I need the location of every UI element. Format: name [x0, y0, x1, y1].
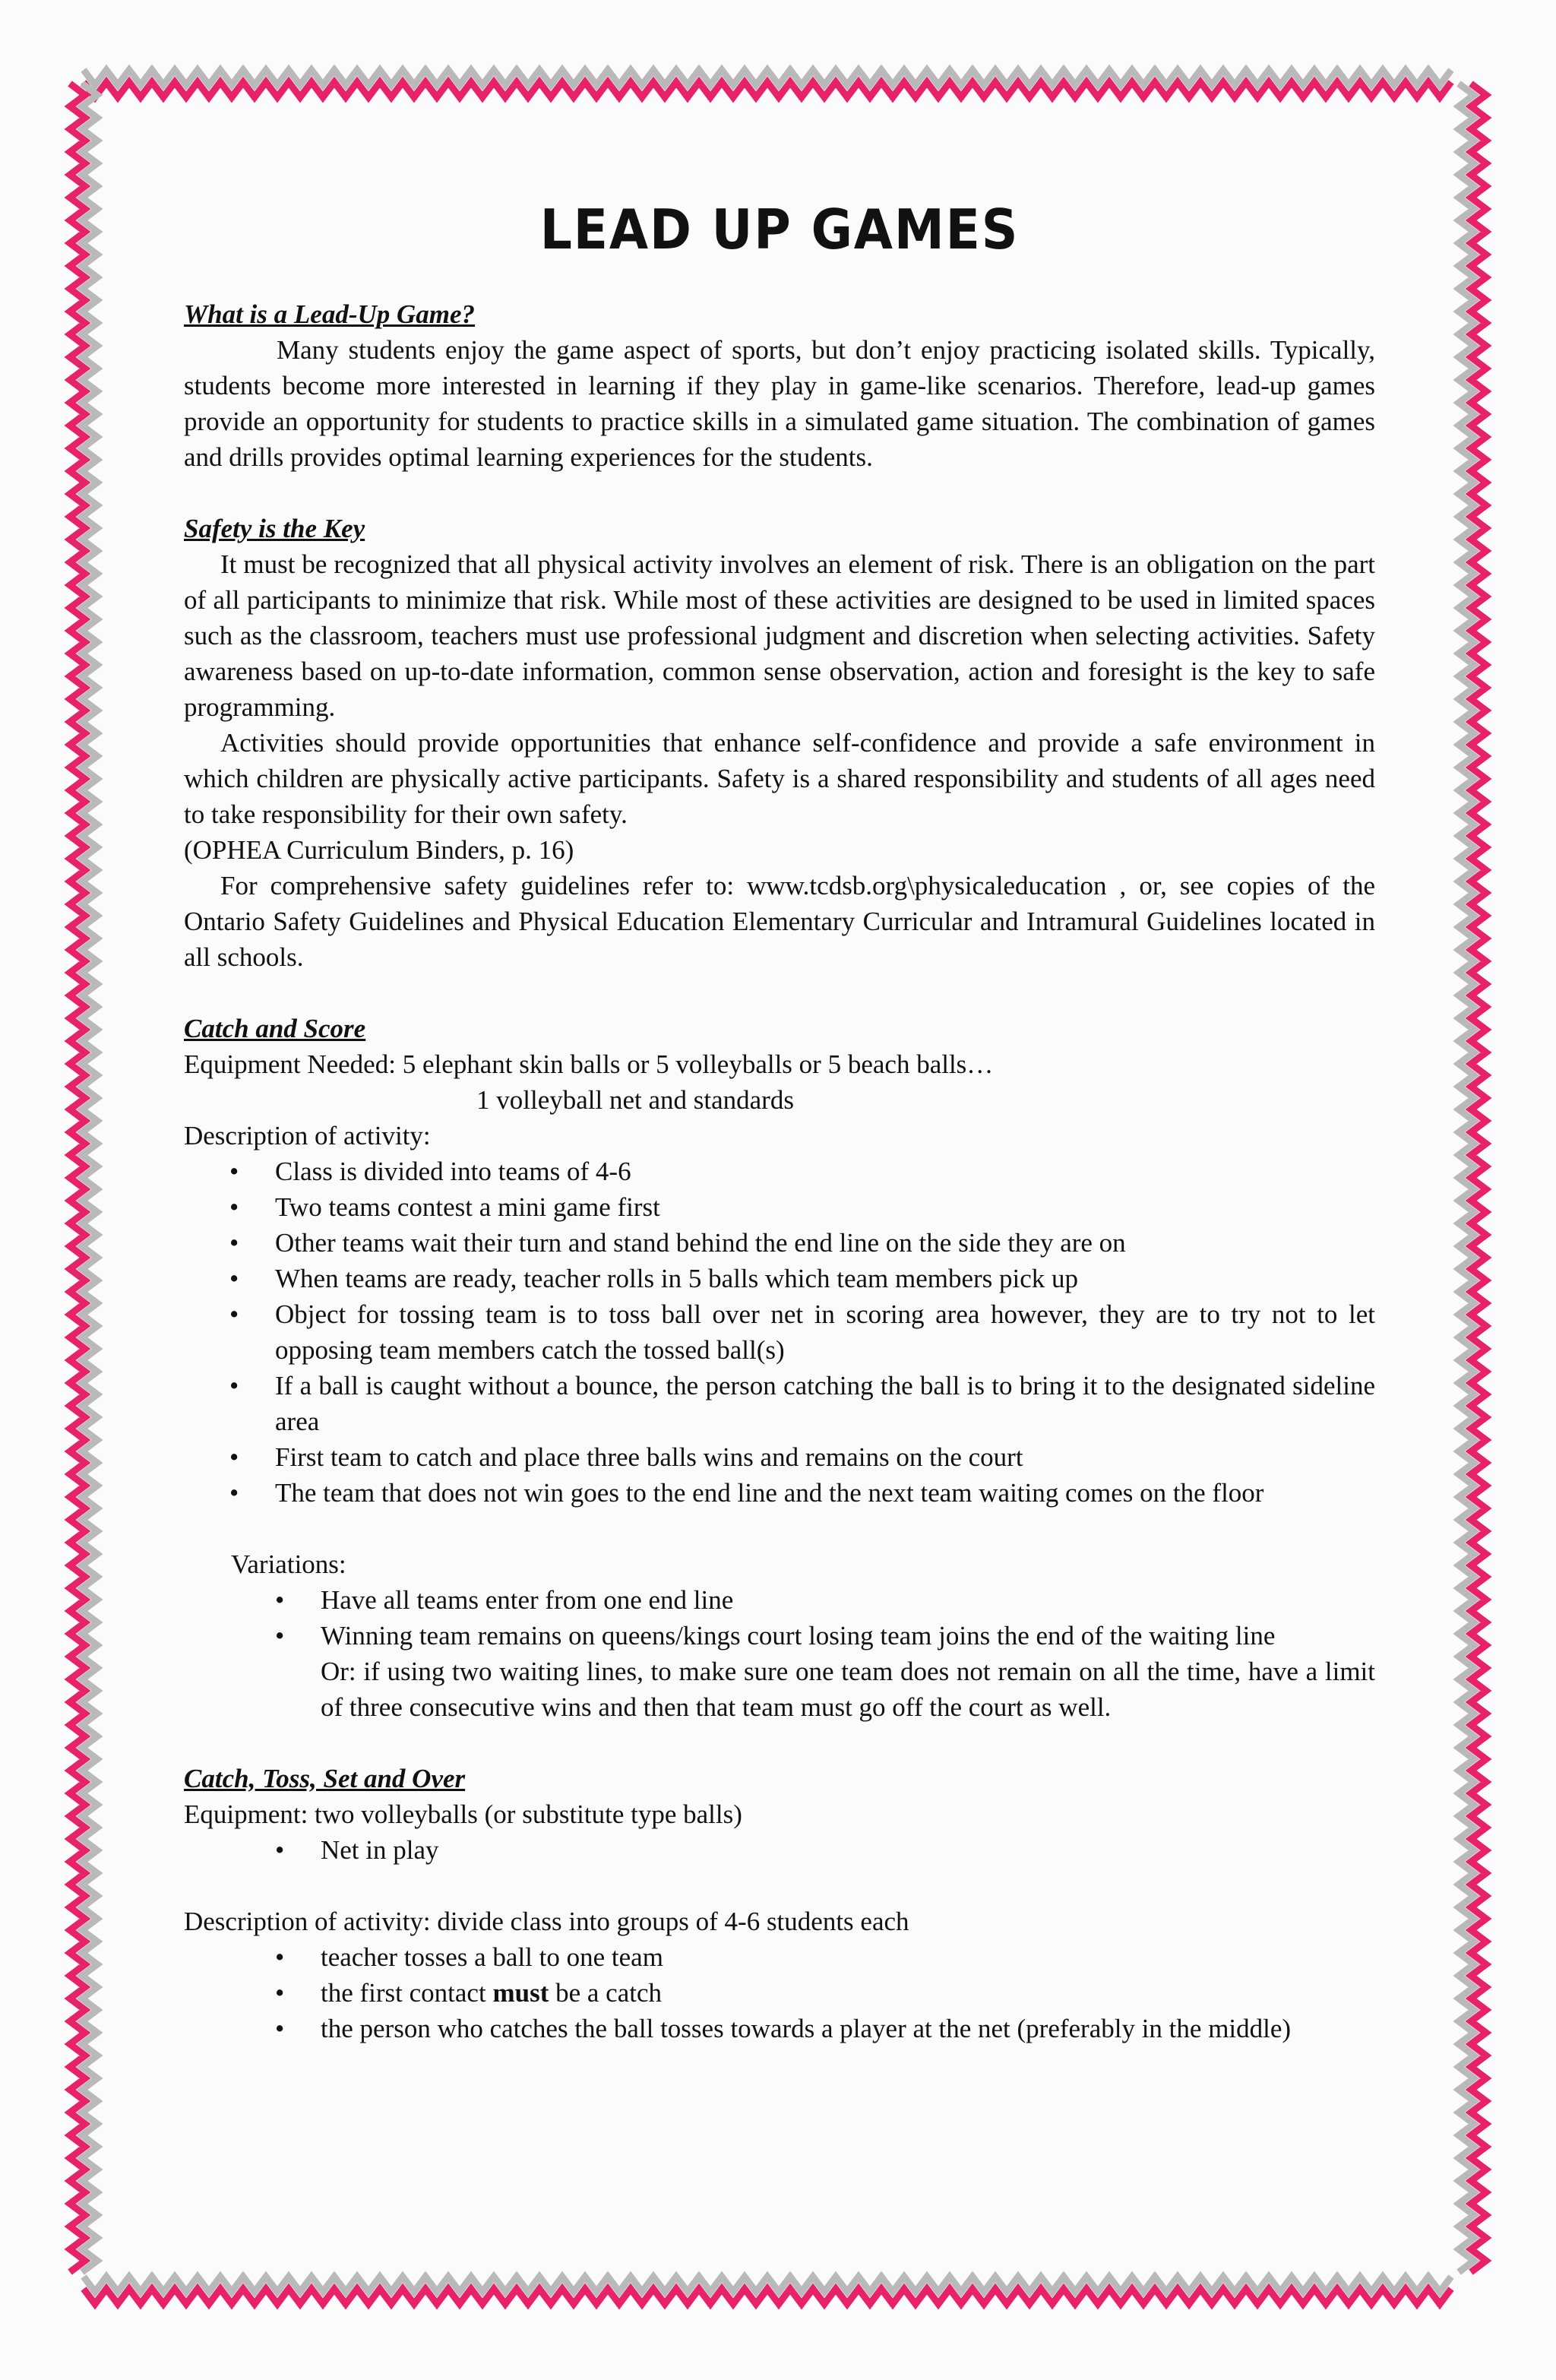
- section-safety: [184, 511, 1375, 975]
- list-item: • Object for tossing team is to toss ball over net in scoring area however, they are to try not to let opposing team members catch the tossed ball(s): [184, 1296, 1375, 1368]
- description-label: Description of activity: divide class into groups of 4-6 students each: [184, 1907, 909, 1936]
- variations-list: [184, 1582, 1375, 1654]
- section-heading: What is a Lead-Up Game?: [184, 299, 476, 329]
- document-page: [184, 176, 1375, 2046]
- section-what-is-lead-up: [184, 296, 1375, 475]
- section-catch-toss-set-over: [184, 1761, 1375, 2046]
- list-item: • Two teams contest a mini game first: [184, 1189, 1375, 1225]
- section-catch-and-score: [184, 1011, 1375, 1725]
- paragraph: It must be recognized that all physical activity involves an element of risk. There is an obligation on the part of all participants to minimize that risk. While most of these activities are designed to be used in limited spaces such as the classroom, teachers must use professional judgment and discretion when selecting activities. Safety awareness based on up-to-date information, common sense observation, action and foresight is the key to safe programming.: [184, 549, 1375, 722]
- border-zigzag-line: [84, 2289, 1451, 2304]
- equipment-line: 1 volleyball net and standards: [476, 1085, 794, 1115]
- list-item: • Net in play: [184, 1832, 1375, 1868]
- text-run: the first contact: [321, 1978, 493, 2008]
- equipment-line: Equipment: two volleyballs (or substitute type balls): [184, 1799, 742, 1829]
- list-item: • Class is divided into teams of 4-6: [184, 1154, 1375, 1189]
- border-zigzag-line: [84, 82, 1451, 97]
- section-heading: Catch, Toss, Set and Over: [184, 1764, 466, 1793]
- activity-list: [184, 1939, 1375, 2046]
- paragraph: Many students enjoy the game aspect of sports, but don’t enjoy practicing isolated skills. Typically, students become more interested in learning if they play in game-like scenarios. Therefore, lead-up games provide an opportunity for students to practice skills in a simulated game situation. The combination of games and drills provides optimal learning experiences for the students.: [184, 335, 1375, 472]
- section-heading: Catch and Score: [184, 1014, 366, 1043]
- equipment-line: Equipment Needed: 5 elephant skin balls or 5 volleyballs or 5 beach balls…: [184, 1049, 994, 1079]
- list-item: • Have all teams enter from one end line: [184, 1582, 1375, 1618]
- citation: (OPHEA Curriculum Binders, p. 16): [184, 835, 574, 865]
- list-item: • teacher tosses a ball to one team: [184, 1939, 1375, 1975]
- section-heading: Safety is the Key: [184, 514, 365, 543]
- list-item: [184, 1975, 1375, 2011]
- list-item: • Other teams wait their turn and stand behind the end line on the side they are on: [184, 1225, 1375, 1261]
- equipment-list: [184, 1832, 1375, 1868]
- variation-note: Or: if using two waiting lines, to make sure one team does not remain on all the time, have a limit of three consecutive wins and then that team must go off the court as well.: [321, 1657, 1375, 1722]
- activity-list: [184, 1154, 1375, 1511]
- list-item: • Winning team remains on queens/kings court losing team joins the end of the waiting line: [184, 1618, 1375, 1654]
- list-item: • First team to catch and place three balls wins and remains on the court: [184, 1439, 1375, 1475]
- paragraph: For comprehensive safety guidelines refer to: www.tcdsb.org\physicaleducation , or, see copies of the Ontario Safety Guidelines and Physical Education Elementary Curricular and Intramural Guidelines located in all schools.: [184, 871, 1375, 972]
- list-item: • the person who catches the ball tosses towards a player at the net (preferably in the middle): [184, 2011, 1375, 2046]
- list-item: • When teams are ready, teacher rolls in 5 balls which team members pick up: [184, 1261, 1375, 1296]
- list-item: • If a ball is caught without a bounce, the person catching the ball is to bring it to the designated sideline area: [184, 1368, 1375, 1439]
- paragraph: Activities should provide opportunities that enhance self-confidence and provide a safe environment in which children are physically active participants. Safety is a shared responsibility and students of all ages need to take responsibility for their own safety.: [184, 728, 1375, 829]
- variations-label: Variations:: [231, 1549, 346, 1579]
- page-title: LEAD UP GAMES: [539, 198, 1020, 261]
- text-run: be a catch: [549, 1978, 663, 2008]
- emphasis-text: must: [492, 1978, 549, 2008]
- description-label: Description of activity:: [184, 1121, 431, 1150]
- list-item: • The team that does not win goes to the end line and the next team waiting comes on the floor: [184, 1475, 1375, 1511]
